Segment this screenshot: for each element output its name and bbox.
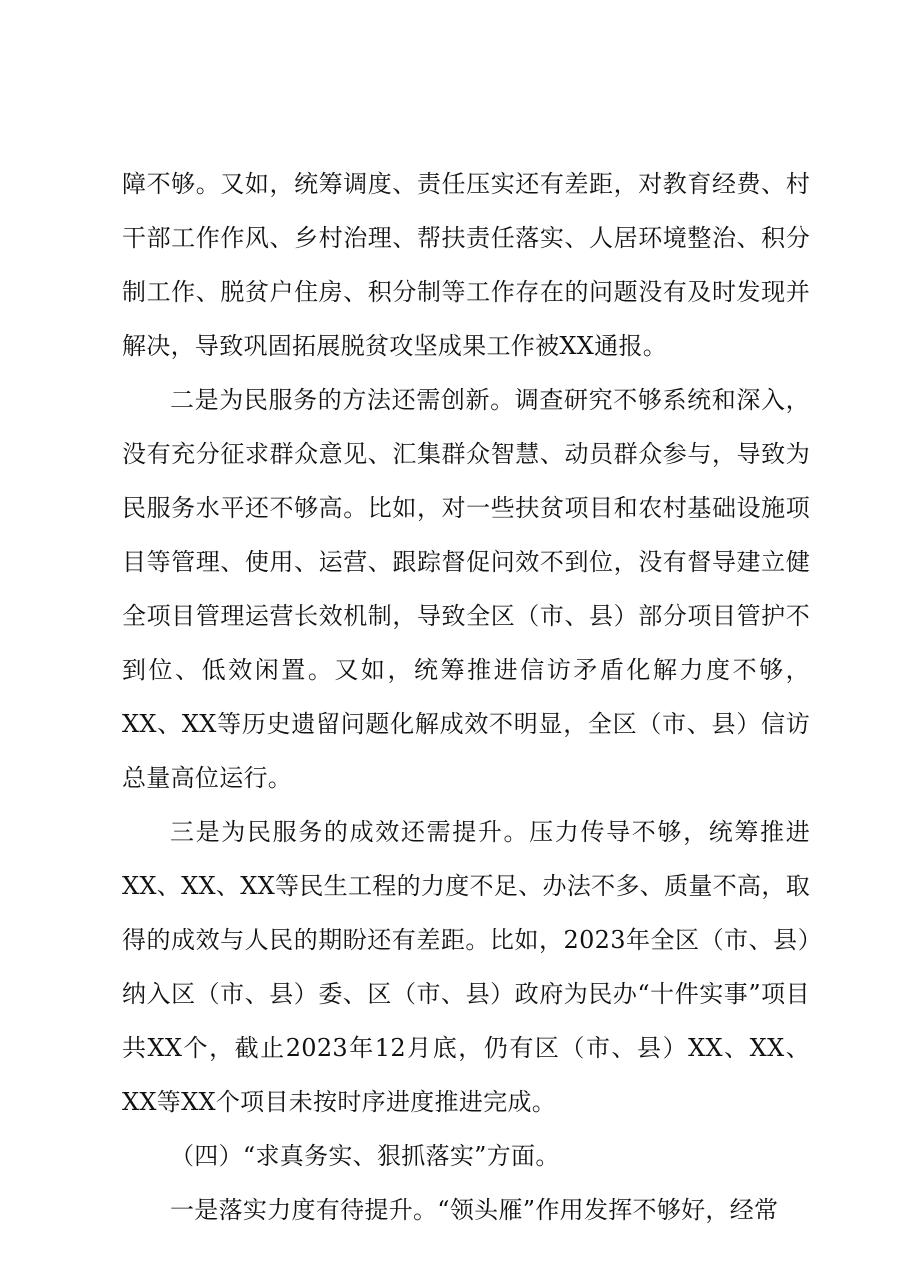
paragraph-point-two: 二是为民服务的方法还需创新。调查研究不够系统和深入，没有充分征求群众意见、汇集群众智慧、动员群众参与，导致为民服务水平还不够高。比如，对一些扶贫项目和农村基础设施项目等管理、使用、运营、跟踪督促问效不到位，没有督导建立健全项目管理运营长效机制，导致全区（市、县）部分项目管护不到位、低效闲置。又如，统筹推进信访矛盾化解力度不够，XX、XX等历史遗留问题化解成效不明显，全区（市、县）信访总量高位运行。 (122, 386, 810, 792)
paragraph-section-four-point-one: 一是落实力度有待提升。“领头雁”作用发挥不够好，经常 (170, 1196, 779, 1224)
document-body (122, 157, 810, 1237)
paragraph-continuation: 障不够。又如，统筹调度、责任压实还有差距，对教育经费、村干部工作作风、乡村治理、帮扶责任落实、人居环境整治、积分制工作、脱贫户住房、积分制等工作存在的问题没有及时发现并解决，导致巩固拓展脱贫攻坚成果工作被XX通报。 (122, 170, 810, 360)
paragraph-point-three: 三是为民服务的成效还需提升。压力传导不够，统筹推进XX、XX、XX等民生工程的力度不足、办法不多、质量不高，取得的成效与人民的期盼还有差距。比如，2023年全区（市、县）纳入区（市、县）委、区（市、县）政府为民办“十件实事”项目共XX个，截止2023年12月底，仍有区（市、县）XX、XX、XX等XX个项目未按时序进度推进完成。 (122, 818, 810, 1116)
section-four-heading: （四）“求真务实、狠抓落实”方面。 (170, 1142, 560, 1170)
